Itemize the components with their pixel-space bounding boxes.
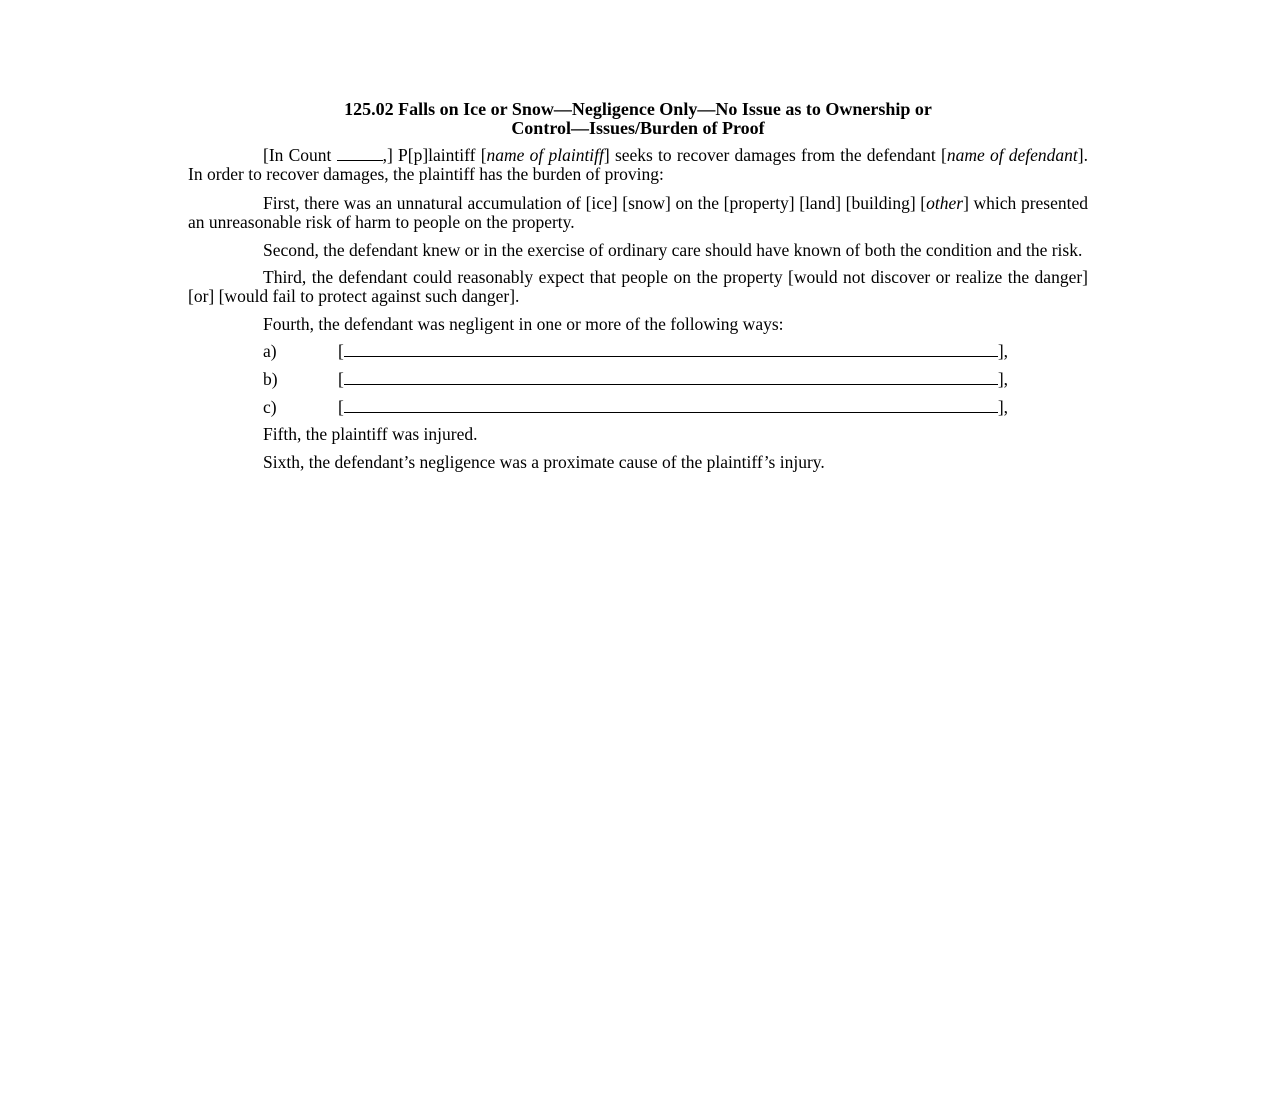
other-placeholder: other [926,192,964,213]
fill-in-blank: [ ], [338,341,1009,362]
fourth-element-paragraph: Fourth, the defendant was negligent in one or more of the following ways: [263,313,784,334]
document-page [188,100,1088,480]
negligence-item-b [188,370,1088,389]
plaintiff-placeholder: name of plaintiff [486,145,604,165]
title-line-1: 125.02 Falls on Ice or Snow—Negligence Only—No Issue as to Ownership or [344,99,932,119]
list-label: a) [263,341,277,362]
negligence-item-c [188,398,1088,417]
list-label: c) [263,396,277,417]
intro-paragraph: [In Count ,] P[p]laintiff [name of plaintiff] seeks to recover damages from the defendant [name of defendant]. In order to recover damages, the plaintiff has the burden of proving: [188,145,1088,185]
fill-in-blank: [ ], [338,396,1009,417]
negligence-item-a [188,342,1088,361]
count-blank [337,146,383,161]
first-element-paragraph: First, there was an unnatural accumulation of [ice] [snow] on the [property] [land] [building] [other] which presented an unreasonable risk of harm to people on the property. [188,192,1089,233]
sixth-element-paragraph: Sixth, the defendant’s negligence was a proximate cause of the plaintiff’s injury. [263,451,825,472]
defendant-placeholder: name of defendant [946,145,1078,165]
document-title [188,100,1088,138]
third-element-paragraph: Third, the defendant could reasonably expect that people on the property [would not discover or realize the danger] [or] [would fail to protect against such danger]. [188,267,1088,307]
list-label: b) [263,368,278,389]
fill-in-blank: [ ], [338,368,1009,389]
title-line-2: Control—Issues/Burden of Proof [511,118,765,138]
second-element-paragraph: Second, the defendant knew or in the exercise of ordinary care should have known of both the condition and the risk. [263,239,1083,260]
fifth-element-paragraph: Fifth, the plaintiff was injured. [263,424,478,445]
